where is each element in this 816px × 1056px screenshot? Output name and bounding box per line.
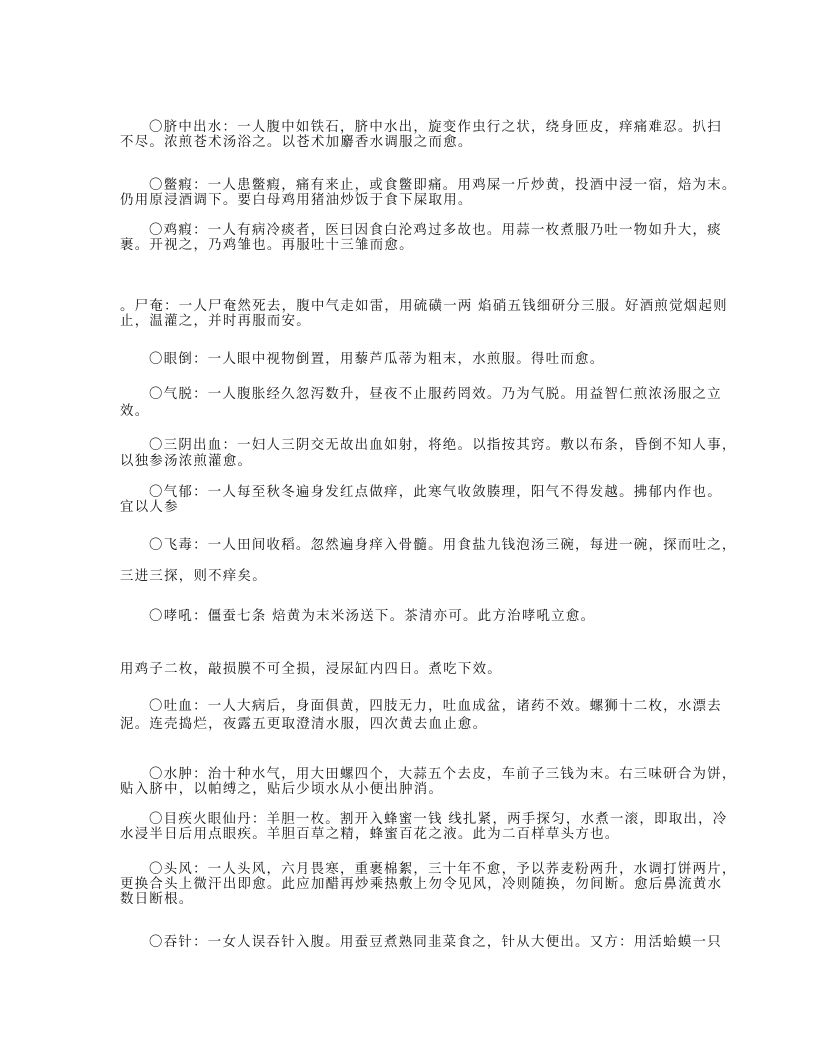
- text-line: 不尽。浓煎苍术汤浴之。以苍术加麝香水调服之而愈。: [120, 135, 473, 150]
- text-line: 〇气脱：一人腹胀经久忽泻数升，昼夜不止服药罔效。乃为气脱。用益智仁煎浓汤服之立: [149, 387, 722, 402]
- text-line: 〇吞针：一女人误吞针入腹。用蚕豆煮熟同韭菜食之，针从大便出。又方：用活蛤蟆一只: [149, 935, 722, 950]
- text-line: 用鸡子二枚，敲损膜不可全损，浸尿缸内四日。煮吃下效。: [120, 662, 502, 677]
- text-line: 宜以人参: [120, 500, 179, 515]
- text-line: 。尸奄：一人尸奄然死去，腹中气走如雷，用硫磺一两 焰硝五钱细研分三服。好酒煎觉烟起则: [120, 299, 728, 314]
- text-line: 数日断根。: [120, 892, 194, 907]
- text-line: 〇眼倒：一人眼中视物倒置，用藜芦瓜蒂为粗末，水煎服。得吐而愈。: [149, 352, 605, 367]
- text-line: 〇鸡瘕：一人有病冷痰者，医曰因食白沦鸡过多故也。用蒜一枚煮服乃吐一物如升大，痰: [149, 223, 722, 238]
- text-line: 〇水肿：治十种水气，用大田螺四个，大蒜五个去皮，车前子三钱为末。右三味研合为饼，: [149, 767, 737, 782]
- text-line: 〇三阴出血：一妇人三阴交无故出血如射，将绝。以指按其窍。敷以布条，昏倒不知人事，: [149, 438, 737, 453]
- text-line: 以独参汤浓煎灌愈。: [120, 454, 253, 469]
- text-line: 〇目疾火眼仙丹：羊胆一枚。割开入蜂蜜一钱 线扎紧，两手探匀，水煮一滚，即取出，冷: [149, 812, 728, 827]
- text-line: 止，温灌之，并时再服而安。: [120, 314, 311, 329]
- text-line: 〇鳖瘕：一人患鳖瘕，痛有来止，或食鳖即痛。用鸡屎一斤炒黄，投酒中浸一宿，焙为末。: [149, 178, 737, 193]
- text-line: 效。: [120, 404, 150, 419]
- text-line: 裹。开视之，乃鸡雏也。再服吐十三雏而愈。: [120, 238, 414, 253]
- text-line: 〇气郁：一人每至秋冬遍身发红点做痒，此寒气收敛腠理，阳气不得发越。拂郁内作也。: [149, 485, 722, 500]
- text-line: 〇飞毒：一人田间收稻。忽然遍身痒入骨髓。用食盐九钱泡汤三碗，每进一碗，探而吐之，: [149, 538, 737, 553]
- text-line: 三进三探，则不痒矣。: [120, 569, 267, 584]
- text-line: 水浸半日后用点眼疾。羊胆百草之精，蜂蜜百花之液。此为二百样草头方也。: [120, 827, 620, 842]
- text-line: 〇吐血：一人大病后，身面俱黄，四肢无力，吐血成盆，诸药不效。螺狮十二枚，水漂去: [149, 699, 722, 714]
- text-line: 〇头风：一人头风，六月畏寒，重裹棉絮，三十年不愈，予以荞麦粉两升，水调打饼两片，: [149, 862, 737, 877]
- text-line: 仍用原浸酒调下。要白母鸡用猪油炒饭于食下屎取用。: [120, 193, 473, 208]
- text-line: 贴入脐中，以帕缚之，贴后少顷水从小便出肿消。: [120, 782, 444, 797]
- text-line: 〇哮吼：僵蚕七条 焙黄为末米汤送下。茶清亦可。此方治哮吼立愈。: [149, 609, 596, 624]
- text-line: 更换合头上微汗出即愈。此应加醋再炒乘热敷上勿令见风，冷则随换，勿间断。愈后鼻流黄水: [120, 877, 723, 892]
- text-line: 泥。连壳捣烂，夜露五更取澄清水服，四次黄去血止愈。: [120, 717, 488, 732]
- text-line: 〇脐中出水：一人腹中如铁石，脐中水出，旋变作虫行之状，绕身匝皮，痒痛难忍。扒扫: [149, 120, 722, 135]
